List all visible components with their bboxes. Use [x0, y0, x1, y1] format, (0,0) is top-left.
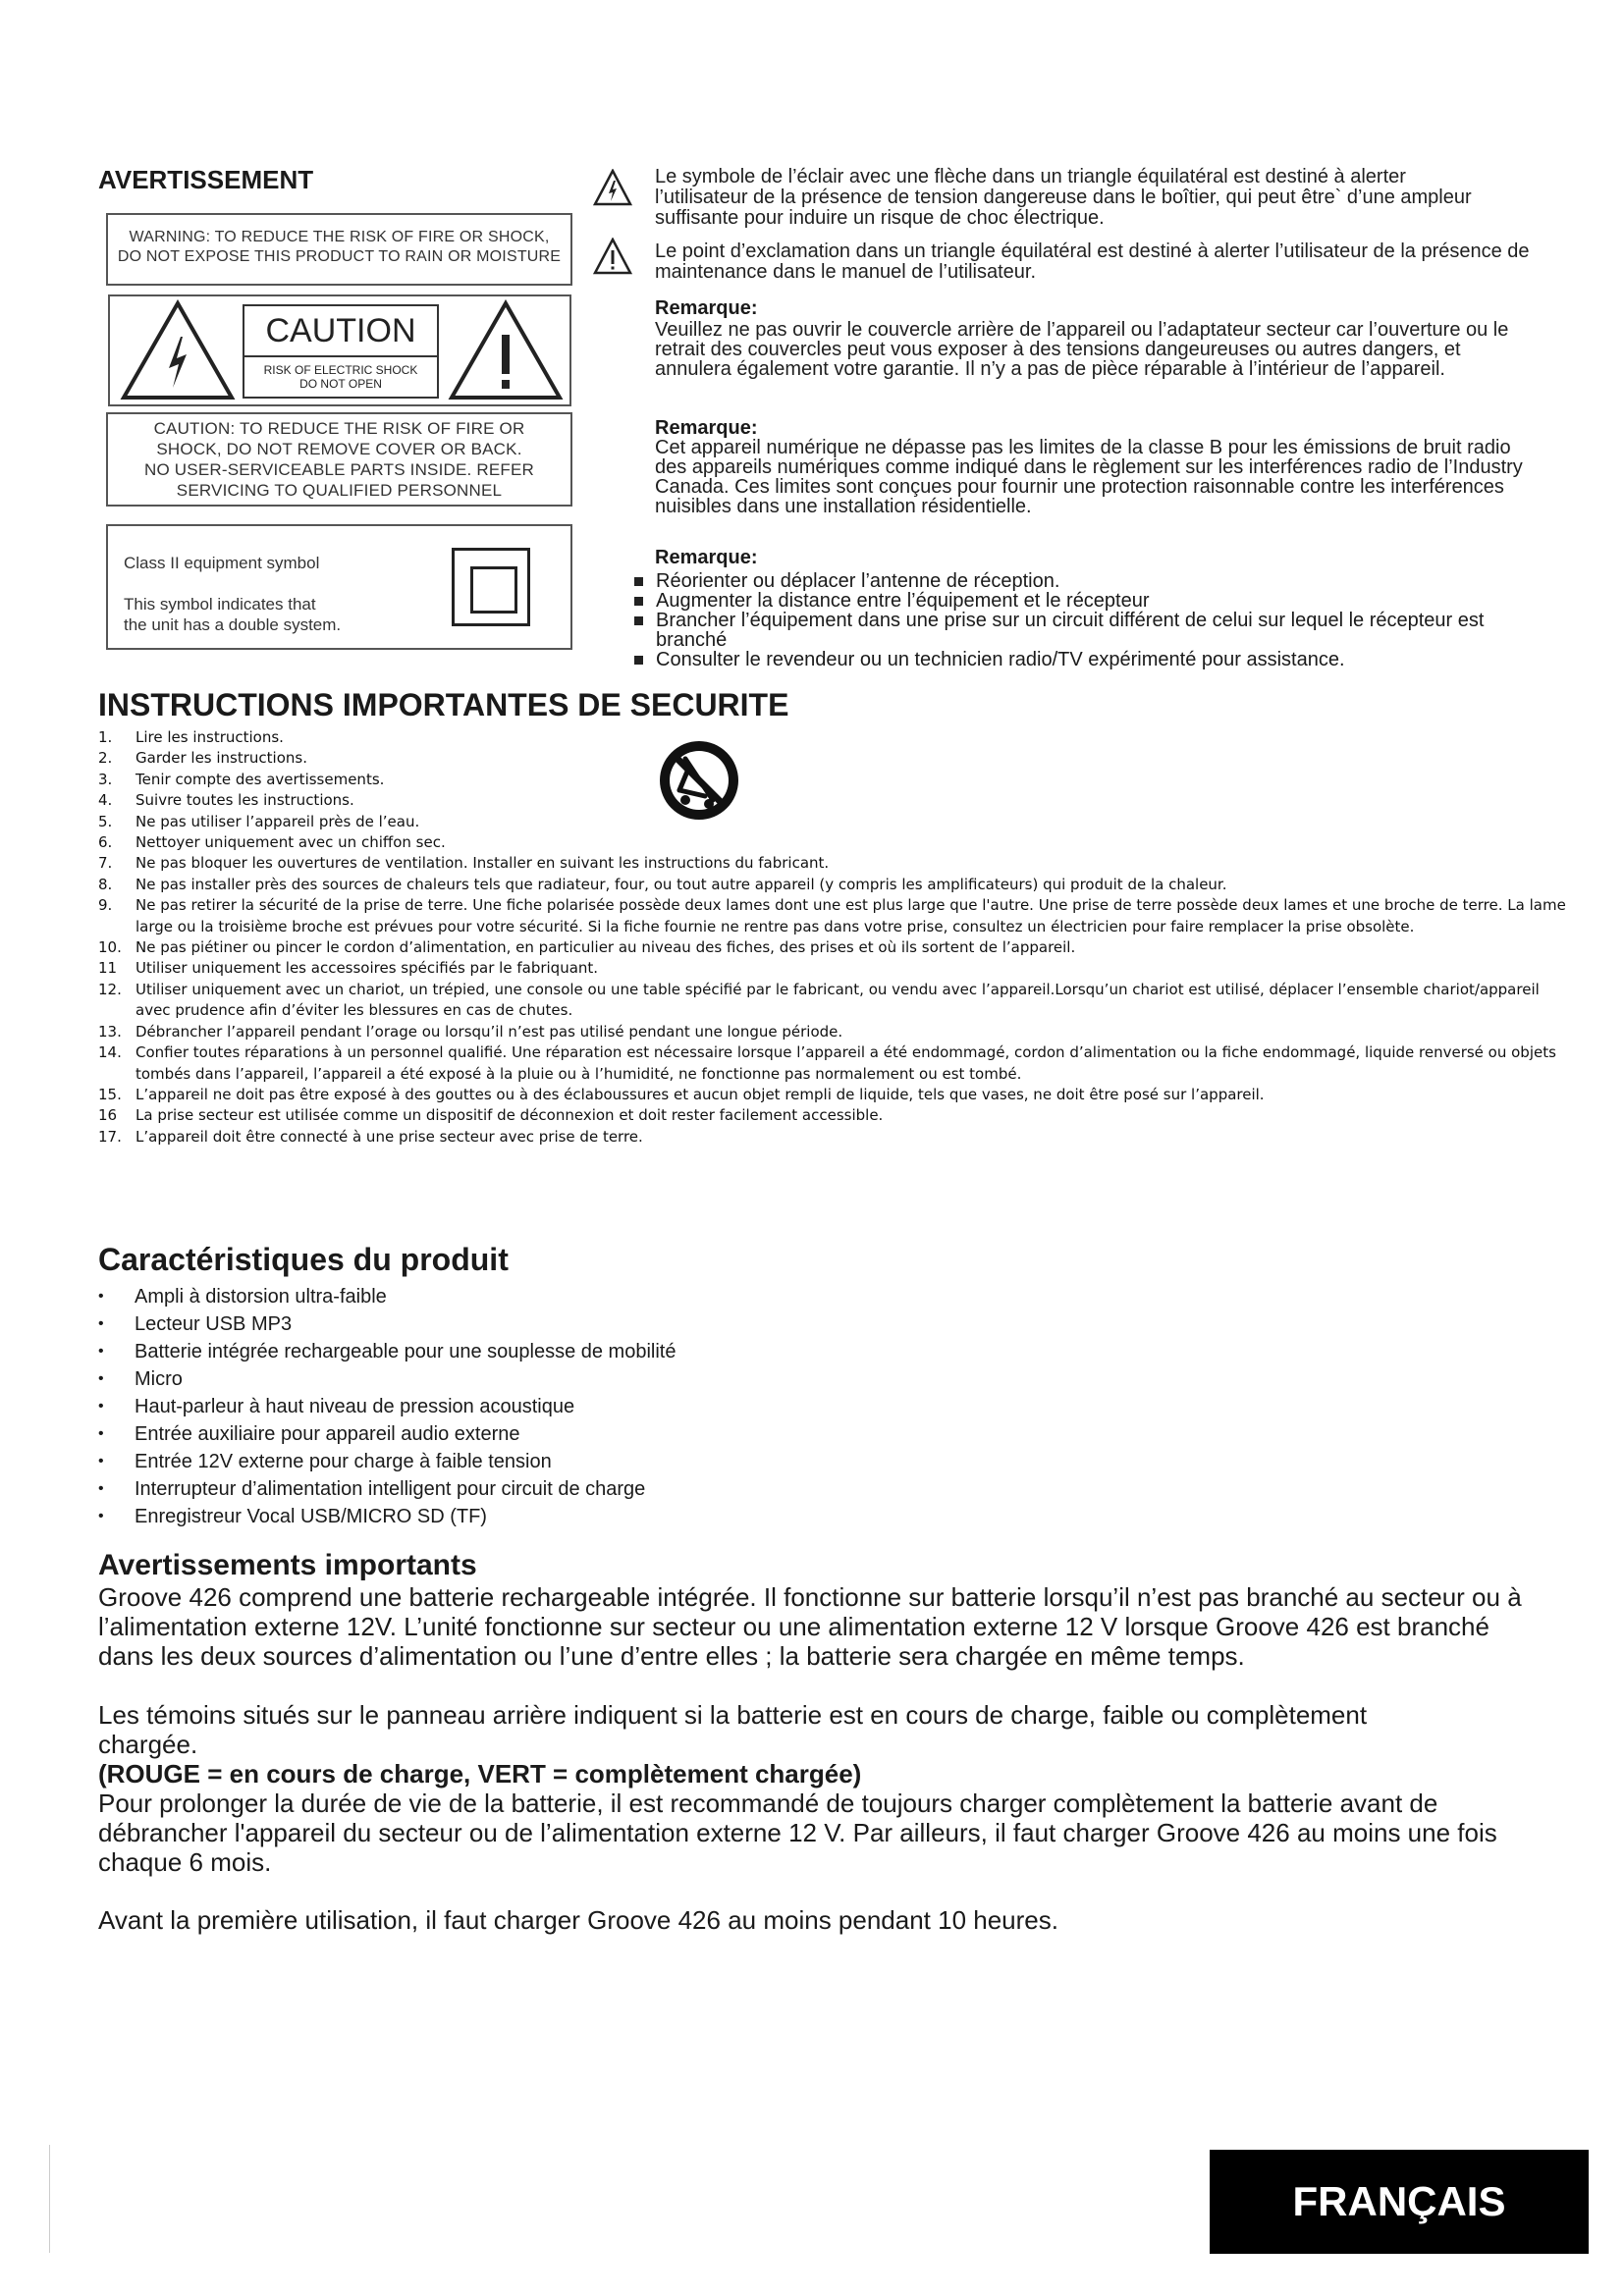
- double-square-icon: [452, 548, 530, 626]
- remark2-title: Remarque:: [655, 417, 758, 439]
- lightning-small-icon: [593, 169, 632, 208]
- warnings-p3: (ROUGE = en cours de charge, VERT = complètement chargée): [98, 1759, 862, 1789]
- list-item: 3. Tenir compte des avertissements.: [98, 770, 385, 788]
- caution-text-4: SERVICING TO QUALIFIED PERSONNEL: [176, 481, 503, 500]
- caution-text-2: SHOCK, DO NOT REMOVE COVER OR BACK.: [156, 440, 522, 458]
- list-item: • Enregistreur Vocal USB/MICRO SD (TF): [98, 1503, 982, 1530]
- list-item: 5. Ne pas utiliser l’appareil près de l’eau.: [98, 812, 420, 830]
- warnings-p5: Avant la première utilisation, il faut charger Groove 426 au moins pendant 10 heures.: [98, 1905, 1058, 1935]
- list-item: 10. Ne pas piétiner ou pincer le cordon d’alimentation, en particulier au niveau des fiches, des prises et où ils sortent de l’appareil.: [98, 938, 1076, 957]
- list-item: 15. L’appareil ne doit pas être exposé à des gouttes ou à des éclaboussures et aucun objet rempli de liquide, tels que vases, ne doit être posé sur l’appareil.: [98, 1085, 1265, 1103]
- list-item: 14. Confier toutes réparations à un personnel qualifié. Une réparation est nécessaire lorsque l’appareil a été endommagé, cordon d’alimentation ou la fiche endommagé, liquide renversé ou objets tombés dans l’appareil, l’appareil a été exposé à la pluie ou à l’humidité, ne fonctionne pas normalement ou est tombé.: [98, 1043, 1556, 1083]
- remark1-text: Veuillez ne pas ouvrir le couvercle arrière de l’appareil ou l’adaptateur secteur car l’ouverture ou le retrait des couvercles peut vous exposer à des tensions dangeureuses ou autres dangers, et annulera également votre garantie. Il n’y a pas de pièce réparable à l’intérieur de l’appareil.: [655, 319, 1509, 380]
- warning-line-1: WARNING: TO REDUCE THE RISK OF FIRE OR SHOCK,: [129, 229, 550, 245]
- list-item: Augmenter la distance entre l’équipement et le récepteur: [634, 591, 1518, 611]
- list-item: 13. Débrancher l’appareil pendant l’orage ou lorsqu’il n’est pas utilisé pendant une longue période.: [98, 1022, 843, 1041]
- list-item: 6. Nettoyer uniquement avec un chiffon sec.: [98, 833, 446, 852]
- list-item: 8. Ne pas installer près des sources de chaleurs tels que radiateur, four, ou tout autre appareil (y compris les amplificateurs) qui produit de la chaleur.: [98, 875, 1227, 893]
- features-list: [98, 1283, 982, 1530]
- list-item: • Entrée 12V externe pour charge à faible tension: [98, 1448, 982, 1475]
- list-item: • Micro: [98, 1365, 982, 1393]
- list-item: • Haut-parleur à haut niveau de pression acoustique: [98, 1393, 982, 1420]
- list-item: 11 Utiliser uniquement les accessoires spécifiés par le fabriquant.: [98, 959, 599, 978]
- class2-box: [106, 524, 572, 650]
- list-item: • Batterie intégrée rechargeable pour une souplesse de mobilité: [98, 1338, 982, 1365]
- remark3-list: [634, 571, 1518, 669]
- remark2-text: Cet appareil numérique ne dépasse pas les limites de la classe B pour les émissions de bruit radio des appareils numériques comme indiqué dans le règlement sur les interférences radio de l’Industry Canada. Ces limites sont conçues pour fournir une protection raisonnable contre les interférences nuisibles dans une installation résidentielle.: [655, 437, 1523, 517]
- warnings-title: Avertissements importants: [98, 1549, 477, 1581]
- caution-symbol-box: [108, 294, 571, 406]
- list-item: Réorienter ou déplacer l’antenne de réception.: [634, 571, 1518, 591]
- list-item: 7. Ne pas bloquer les ouvertures de ventilation. Installer en suivant les instructions du fabricant.: [98, 854, 830, 873]
- list-item: 12. Utiliser uniquement avec un chariot, un trépied, une console ou une table spécifié par le fabricant, ou vendu avec l’appareil.Lorsqu’un chariot est utilisé, déplacer l’ensemble chariot/appareil avec prudence afin d’éviter les blessures en cas de chutes.: [98, 980, 1540, 1020]
- lightning-text: Le symbole de l’éclair avec une flèche dans un triangle équilatéral est destiné à alerter l’utilisateur de la présence de tension dangereuse dans le boîtier, qui peut être` d’une ampleur suffisante pour induire un risque de choc électrique.: [655, 166, 1472, 229]
- margin-line: [49, 2145, 50, 2253]
- warning-line-2: DO NOT EXPOSE THIS PRODUCT TO RAIN OR MOISTURE: [117, 248, 562, 265]
- list-item: • Interrupteur d’alimentation intelligent pour circuit de charge: [98, 1475, 982, 1503]
- remark1-title: Remarque:: [655, 297, 758, 319]
- instructions-title: INSTRUCTIONS IMPORTANTES DE SECURITE: [98, 687, 789, 722]
- class2-desc-2: the unit has a double system.: [124, 615, 342, 634]
- warning-box: [106, 213, 572, 286]
- caution-sub-1: RISK OF ELECTRIC SHOCK: [263, 363, 418, 377]
- caution-text-box: [106, 412, 572, 507]
- warnings-p2: Les témoins situés sur le panneau arrière indiquent si la batterie est en cours de charge, faible ou complètement chargée.: [98, 1700, 1368, 1759]
- caution-text-3: NO USER-SERVICEABLE PARTS INSIDE. REFER: [143, 460, 534, 479]
- instructions-list: [98, 727, 1571, 1148]
- exclamation-small-icon: [593, 238, 632, 277]
- list-item: Brancher l’équipement dans une prise sur un circuit différent de celui sur lequel le récepteur est branché: [634, 611, 1518, 650]
- list-item: 16 La prise secteur est utilisée comme un dispositif de déconnexion et doit rester facilement accessible.: [98, 1106, 884, 1125]
- class2-desc-1: This symbol indicates that: [124, 595, 316, 614]
- lightning-triangle-icon: [120, 299, 236, 401]
- list-item: 9. Ne pas retirer la sécurité de la prise de terre. Une fiche polarisée possède deux lames dont une est plus large que l'autre. Une prise de terre possède deux lames et une broche de terre. La lame large ou la troisième broche est prévues pour votre sécurité. Si la fiche fournie ne rentre pas dans votre prise, consultez un électricien pour faire remplacer la prise obsolète.: [98, 896, 1566, 935]
- features-title: Caractéristiques du produit: [98, 1242, 509, 1277]
- language-tab: FRANÇAIS: [1210, 2150, 1589, 2254]
- caution-label: CAUTION: [244, 306, 437, 357]
- caution-text-1: CAUTION: TO REDUCE THE RISK OF FIRE OR: [153, 419, 525, 438]
- exclamation-text: Le point d’exclamation dans un triangle équilatéral est destiné à alerter l’utilisateur de la présence de maintenance dans le manuel de l’utilisateur.: [655, 240, 1530, 283]
- warnings-p4: Pour prolonger la durée de vie de la batterie, il est recommandé de toujours charger complètement la batterie avant de débrancher l'appareil du secteur ou de l’alimentation externe 12 V. Par ailleurs, il faut charger Groove 426 au moins une fois chaque 6 mois.: [98, 1789, 1497, 1877]
- warnings-p1: Groove 426 comprend une batterie rechargeable intégrée. Il fonctionne sur batterie lorsqu’il n’est pas branché au secteur ou à l’alimentation externe 12V. L’unité fonctionne sur secteur ou une alimentation externe 12 V lorsque Groove 426 est branché dans les deux sources d’alimentation ou l’une d’entre elles ; la batterie sera chargée en même temps.: [98, 1582, 1522, 1671]
- list-item: 1. Lire les instructions.: [98, 728, 284, 746]
- avertissement-title: AVERTISSEMENT: [98, 165, 314, 194]
- caution-sub-2: DO NOT OPEN: [299, 377, 382, 391]
- exclamation-triangle-icon: [448, 299, 564, 401]
- list-item: 2. Garder les instructions.: [98, 749, 307, 768]
- remark3-title: Remarque:: [655, 547, 758, 568]
- list-item: Consulter le revendeur ou un technicien radio/TV expérimenté pour assistance.: [634, 650, 1518, 669]
- class2-title: Class II equipment symbol: [124, 554, 320, 572]
- list-item: 17. L’appareil doit être connecté à une prise secteur avec prise de terre.: [98, 1127, 643, 1146]
- cart-warning-icon: [656, 731, 742, 829]
- list-item: • Entrée auxiliaire pour appareil audio externe: [98, 1420, 982, 1448]
- list-item: • Lecteur USB MP3: [98, 1310, 982, 1338]
- list-item: 4. Suivre toutes les instructions.: [98, 791, 354, 810]
- list-item: • Ampli à distorsion ultra-faible: [98, 1283, 982, 1310]
- caution-label-box: [243, 304, 439, 399]
